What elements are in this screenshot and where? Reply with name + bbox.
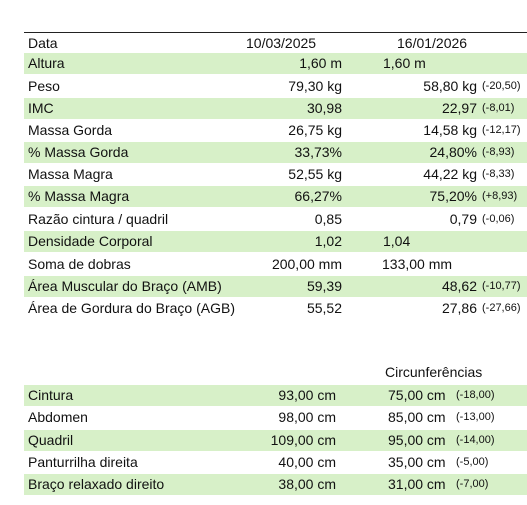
table-row: [24, 120, 527, 141]
row-value-1: 98,00 cm: [278, 409, 336, 425]
row-delta: (-8,33): [482, 168, 515, 180]
table-row: [24, 186, 527, 207]
row-value-2: 95,00 cm: [388, 432, 446, 448]
row-value-2: 0,79: [449, 211, 477, 227]
row-delta: (-20,50): [482, 80, 521, 92]
row-delta: (-13,00): [456, 411, 495, 423]
row-value-1: 40,00 cm: [278, 454, 336, 470]
table-row: [24, 164, 527, 185]
row-value-1: 200,00 mm: [271, 256, 342, 272]
row-label: Peso: [28, 78, 60, 94]
header-label: Data: [28, 35, 58, 51]
table-row: [24, 474, 527, 495]
table-row: [24, 254, 527, 275]
row-delta: (-14,00): [456, 434, 495, 446]
row-value-1: 1,60 m: [299, 55, 342, 71]
row-label: IMC: [28, 100, 54, 116]
row-label: Cintura: [28, 387, 74, 403]
row-value-2: 24,80%: [429, 144, 477, 160]
table-row: [24, 209, 527, 230]
row-delta: (-12,17): [482, 124, 521, 136]
row-delta: (-0,06): [482, 213, 515, 225]
row-value-2: 14,58 kg: [423, 122, 477, 138]
row-label: Quadril: [28, 432, 74, 448]
row-label: % Massa Magra: [28, 188, 130, 204]
table-row: [24, 98, 527, 119]
row-value-1: 0,85: [314, 211, 342, 227]
row-value-2: 1,04: [383, 233, 411, 249]
row-delta: (-8,93): [482, 146, 515, 158]
row-value-2: 44,22 kg: [423, 166, 477, 182]
row-label: Soma de dobras: [28, 256, 131, 272]
row-value-1: 55,52: [306, 300, 342, 316]
row-value-2: 35,00 cm: [388, 454, 446, 470]
row-value-1: 1,02: [314, 233, 342, 249]
row-label: Densidade Corporal: [28, 233, 153, 249]
header-date-2: 16/01/2026: [397, 35, 468, 51]
row-value-2: 1,60 m: [383, 55, 426, 71]
row-delta: (+8,93): [482, 190, 518, 202]
circumferences-title: Circunferências: [385, 364, 483, 380]
table-row: [24, 276, 527, 297]
row-delta: (-7,00): [456, 478, 489, 490]
header-date-1: 10/03/2025: [246, 35, 317, 51]
table-row: [24, 407, 527, 428]
row-label: Panturrilha direita: [28, 454, 138, 470]
table-row: [24, 385, 527, 406]
row-value-1: 109,00 cm: [270, 432, 336, 448]
row-value-1: 30,98: [306, 100, 342, 116]
table-row: [24, 53, 527, 74]
row-value-1: 59,39: [306, 278, 342, 294]
row-delta: (-5,00): [456, 456, 489, 468]
table-row: [24, 452, 527, 473]
row-value-1: 66,27%: [294, 188, 342, 204]
row-value-1: 93,00 cm: [278, 387, 336, 403]
row-value-2: 27,86: [441, 300, 477, 316]
row-value-2: 22,97: [441, 100, 477, 116]
row-label: Massa Magra: [28, 166, 113, 182]
row-label: Área Muscular do Braço (AMB): [28, 278, 222, 294]
row-value-1: 26,75 kg: [288, 122, 342, 138]
row-value-2: 58,80 kg: [423, 78, 477, 94]
row-delta: (-18,00): [456, 389, 495, 401]
row-label: Área de Gordura do Braço (AGB): [28, 300, 235, 316]
row-label: Massa Gorda: [28, 122, 113, 138]
row-value-2: 75,00 cm: [388, 387, 446, 403]
row-value-2: 48,62: [441, 278, 477, 294]
table-row: [24, 231, 527, 252]
row-value-2: 133,00 mm: [382, 256, 453, 272]
row-delta: (-27,66): [482, 302, 521, 314]
row-delta: (-10,77): [482, 280, 521, 292]
table-header: [24, 32, 527, 53]
table-row: [24, 142, 527, 163]
row-value-1: 38,00 cm: [278, 476, 336, 492]
table-row: [24, 298, 527, 340]
row-value-2: 85,00 cm: [388, 409, 446, 425]
row-delta: (-8,01): [482, 102, 515, 114]
row-value-2: 75,20%: [429, 188, 477, 204]
table-row: [24, 430, 527, 451]
row-label: Razão cintura / quadril: [28, 211, 169, 227]
row-value-1: 52,55 kg: [288, 166, 342, 182]
row-value-1: 79,30 kg: [288, 78, 342, 94]
row-label: % Massa Gorda: [28, 144, 129, 160]
row-label: Braço relaxado direito: [28, 476, 165, 492]
table-row: [24, 76, 527, 97]
row-value-1: 33,73%: [294, 144, 342, 160]
row-label: Abdomen: [28, 409, 88, 425]
row-label: Altura: [28, 55, 65, 71]
row-value-2: 31,00 cm: [388, 476, 446, 492]
